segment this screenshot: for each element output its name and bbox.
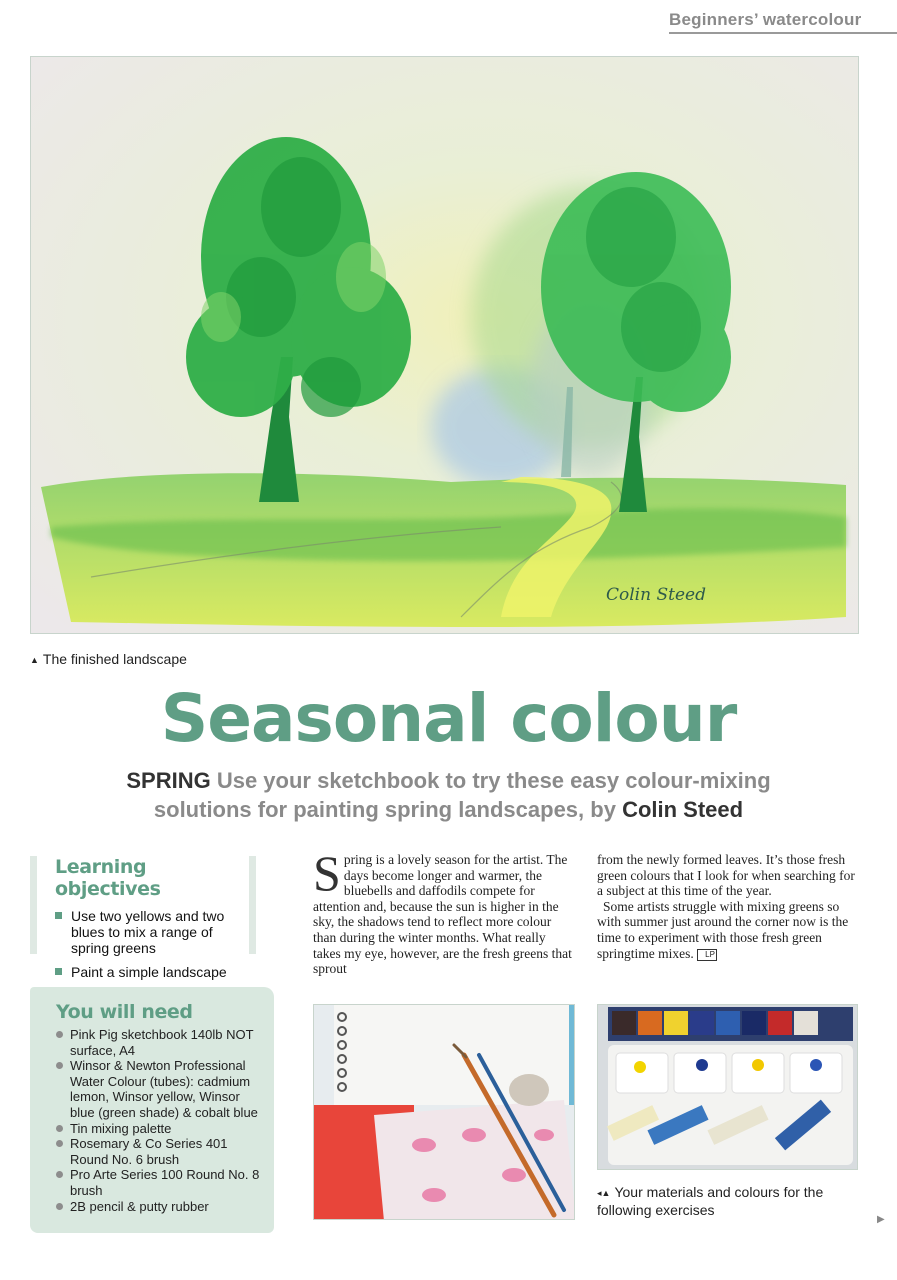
body-column-2 [597,852,858,961]
objective-item: Paint a simple landscape [55,964,235,980]
standfirst-author: Colin Steed [622,797,744,822]
need-item: Pink Pig sketchbook 140lb NOT surface, A4 [56,1027,260,1058]
body-text-col1: pring is a lovely season for the artist. The days become longer and warmer, the bluebells and daffodils compete for attention and, because the sun is higher in the sky, the shadows tend to reflect more colour than during the winter months. What really takes my eye, however, are the fresh greens that sprout [313,852,572,977]
caption-triangle-icon: ▲ [30,655,39,665]
next-page-arrow-icon: ▶ [877,1214,885,1225]
objective-item: Use two yellows and two blues to mix a range of spring greens [55,908,235,956]
watercolour-landscape-image [31,57,859,634]
end-mark: LP [697,949,717,961]
sketchbook-brushes-image [314,1005,575,1220]
body-text-col2-p1: from the newly formed leaves. It’s those fresh green colours that I look for when searching for a subject at this time of the year. [597,852,855,899]
need-item: 2B pencil & putty rubber [56,1199,260,1215]
article-title: Seasonal colour [160,680,737,757]
objectives-heading: Learning objectives [55,856,161,900]
materials-caption-text: Your materials and colours for the following exercises [597,1184,824,1218]
body-column-1 [313,845,574,977]
need-item: Pro Arte Series 100 Round No. 8 brush [56,1167,260,1198]
running-head: Beginners’ watercolour [669,10,897,34]
caption-arrows-icon: ◂▲ [597,1188,611,1198]
standfirst-season: SPRING [126,768,211,793]
materials-photo [313,1004,575,1220]
standfirst [110,766,787,824]
need-item: Tin mixing palette [56,1121,260,1137]
you-will-need-box [30,987,274,1233]
hero-caption-text: The finished landscape [42,651,187,667]
need-list [56,1027,260,1214]
paint-palette-image [598,1005,858,1170]
need-item: Winsor & Newton Professional Water Colour (tubes): cadmium lemon, Winsor yellow, Winsor blue (green shade) & cobalt blue [56,1058,260,1120]
materials-caption [597,1184,859,1219]
artist-signature: Colin Steed [606,585,706,605]
hero-painting [30,56,859,634]
body-text-col2-p2: Some artists struggle with mixing greens so with summer just around the corner now is the time to experiment with those fresh green springtime mixes. [597,898,849,961]
need-heading: You will need [56,1001,193,1023]
standfirst-text: Use your sketchbook to try these easy colour-mixing solutions for painting spring landscapes, by [153,768,771,822]
drop-cap: S [313,845,341,901]
objectives-list [55,908,235,980]
palette-photo [597,1004,858,1170]
hero-caption [30,651,187,669]
learning-objectives-box [30,856,256,980]
need-item: Rosemary & Co Series 401 Round No. 6 brush [56,1136,260,1167]
